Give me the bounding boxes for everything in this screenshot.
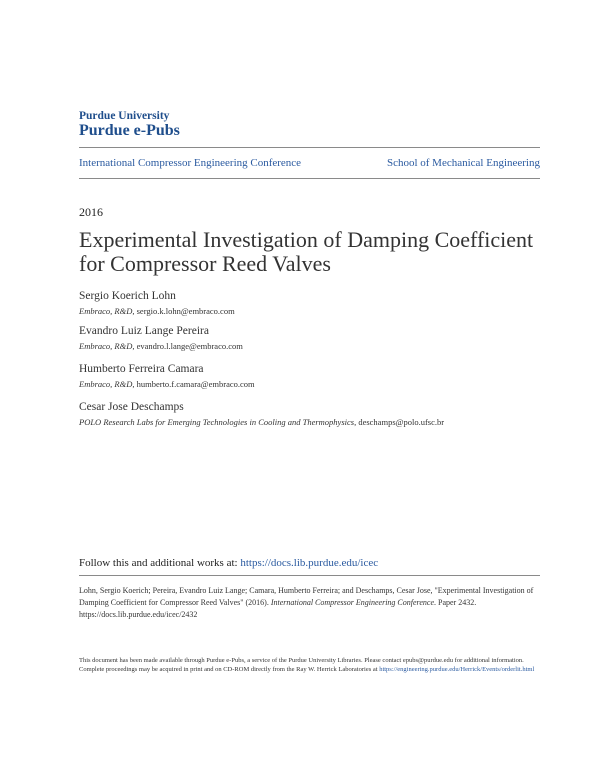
author-affiliation bbox=[79, 417, 444, 427]
author-email: , humberto.f.camara@embraco.com bbox=[132, 379, 255, 389]
recommended-citation bbox=[79, 585, 539, 621]
author-email: , evandro.l.lange@embraco.com bbox=[132, 341, 243, 351]
affiliation-name: Embraco, R&D bbox=[79, 379, 133, 389]
school-link[interactable]: School of Mechanical Engineering bbox=[386, 157, 540, 169]
header-divider-bottom bbox=[79, 178, 540, 179]
conference-link[interactable]: International Compressor Engineering Conference bbox=[79, 157, 302, 169]
follow-line bbox=[79, 557, 378, 569]
author-email: , deschamps@polo.ufsc.br bbox=[354, 417, 445, 427]
affiliation-name: Embraco, R&D bbox=[79, 341, 133, 351]
citation-paper-number: . Paper 2432. bbox=[434, 598, 477, 607]
follow-text: Follow this and additional works at: bbox=[79, 557, 241, 569]
author-name: Humberto Ferreira Camara bbox=[79, 363, 204, 375]
citation-url: https://docs.lib.purdue.edu/icec/2432 bbox=[79, 610, 198, 619]
herrick-link[interactable]: https://engineering.purdue.edu/Herrick/Events/orderlit.html bbox=[379, 666, 535, 673]
author-name: Evandro Luiz Lange Pereira bbox=[79, 325, 209, 337]
author-name: Cesar Jose Deschamps bbox=[79, 401, 184, 413]
repository-name: Purdue e-Pubs bbox=[79, 122, 180, 139]
author-affiliation bbox=[79, 379, 255, 389]
publication-year: 2016 bbox=[79, 205, 103, 219]
affiliation-name: POLO Research Labs for Emerging Technologies in Cooling and Thermophysics bbox=[79, 417, 355, 427]
citation-text: Lohn, Sergio Koerich; Pereira, Evandro Luiz Lange; Camara, Humberto Ferreira; and Deschamps, Cesar Jose, "Experimental Investigation of Damping Coefficient for Compressor Reed Valves" (2016). bbox=[79, 586, 534, 607]
author-affiliation bbox=[79, 341, 243, 351]
header-divider-top bbox=[79, 147, 540, 148]
notice-text: This document has been made available through Purdue e-Pubs, a service of the Purdue University Libraries. Please contact epubs@purdue.edu for additional information. bbox=[79, 657, 524, 664]
affiliation-name: Embraco, R&D bbox=[79, 306, 133, 316]
author-name: Sergio Koerich Lohn bbox=[79, 290, 176, 302]
repository-notice bbox=[79, 656, 539, 674]
author-affiliation bbox=[79, 306, 235, 316]
citation-divider bbox=[79, 575, 540, 576]
follow-link[interactable]: https://docs.lib.purdue.edu/icec bbox=[240, 557, 379, 569]
notice-proceedings-text: Complete proceedings may be acquired in print and on CD-ROM directly from the Ray W. Herrick Laboratories at bbox=[79, 666, 380, 673]
citation-journal: International Compressor Engineering Conference bbox=[270, 598, 434, 607]
paper-title: Experimental Investigation of Damping Coefficient for Compressor Reed Valves bbox=[79, 227, 534, 276]
author-email: , sergio.k.lohn@embraco.com bbox=[132, 306, 235, 316]
university-name: Purdue University bbox=[79, 110, 170, 122]
